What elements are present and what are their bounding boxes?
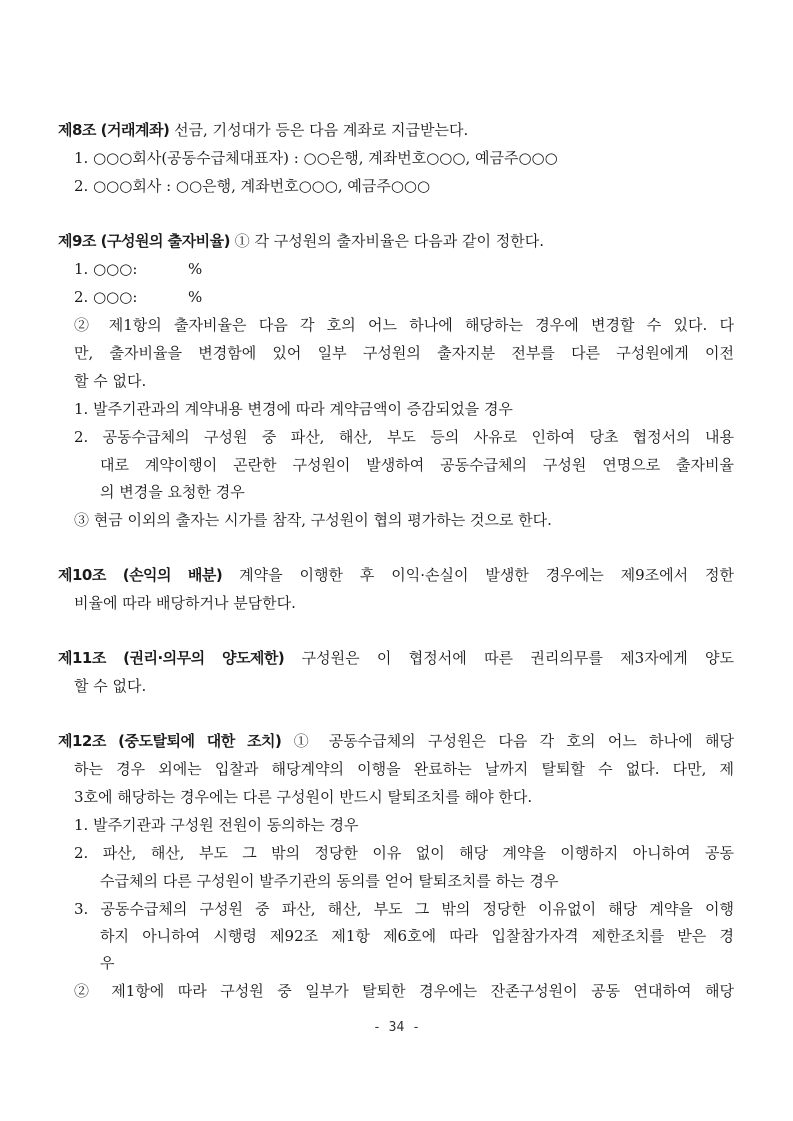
article-8-line	[58, 120, 468, 140]
article-11-heading: 제11조 (권리·의무의 양도제한)	[58, 649, 285, 667]
article-9-sub-1: 1. 발주기관과의 계약내용 변경에 따라 계약금액이 증감되었을 경우	[74, 400, 513, 418]
article-11-line-2: 할 수 없다.	[74, 677, 147, 695]
article-12-sub-2-line-2: 수급체의 다른 구성원이 발주기관의 동의를 얻어 탈퇴조치를 하는 경우	[100, 872, 559, 890]
article-12-text: ① 공동수급체의 구성원은 다음 각 호의 어느 하나에 해당	[281, 732, 734, 750]
page-number: - 34 -	[373, 1020, 420, 1035]
article-12-line-2: 하는 경우 외에는 입찰과 해당계약의 이행을 완료하는 날까지 탈퇴할 수 없다. 다만, 제	[74, 760, 734, 778]
article-11-line-1	[58, 648, 734, 668]
article-12-sub-3-line-3: 우	[100, 954, 115, 972]
article-9-text: ① 각 구성원의 출자비율은 다음과 같이 정한다.	[230, 232, 544, 250]
article-9-line	[58, 231, 544, 251]
article-8-item-1: 1. ○○○회사(공동수급체대표자) : ○○은행, 계좌번호○○○, 예금주○○○	[74, 149, 558, 167]
article-9-p2-line-1: ② 제1항의 출자비율은 다음 각 호의 어느 하나에 해당하는 경우에 변경할 수 있다. 다	[74, 316, 734, 334]
ratio-1-label: 1. ○○○:	[74, 260, 138, 278]
article-12-heading: 제12조 (중도탈퇴에 대한 조치)	[58, 732, 282, 750]
article-8-heading: 제8조 (거래계좌)	[58, 121, 170, 139]
article-12-sub-3-line-1: 3. 공동수급체의 구성원 중 파산, 해산, 부도 그 밖의 정당한 이유없이 해당 계약을 이행	[74, 900, 734, 918]
ratio-1-unit: %	[188, 260, 203, 278]
article-9-ratio-2	[74, 287, 274, 307]
article-12-line-1	[58, 731, 734, 751]
article-11-text: 구성원은 이 협정서에 따른 권리의무를 제3자에게 양도	[284, 649, 735, 667]
article-10-line-1	[58, 565, 734, 585]
article-8-item-2: 2. ○○○회사 : ○○은행, 계좌번호○○○, 예금주○○○	[74, 177, 431, 195]
article-12-sub-1: 1. 발주기관과 구성원 전원이 동의하는 경우	[74, 816, 359, 834]
article-10-text: 계약을 이행한 후 이익·손실이 발생한 경우에는 제9조에서 정한	[222, 566, 734, 584]
article-8-text: 선금, 기성대가 등은 다음 계좌로 지급받는다.	[169, 121, 469, 139]
article-10-line-2: 비율에 따라 배당하거나 분담한다.	[74, 594, 296, 612]
article-9-sub-2-line-1: 2. 공동수급체의 구성원 중 파산, 해산, 부도 등의 사유로 인하여 당초 협정서의 내용	[74, 428, 734, 446]
article-9-p2-line-3: 할 수 없다.	[74, 372, 147, 390]
article-12-line-3: 3호에 해당하는 경우에는 다른 구성원이 반드시 탈퇴조치를 해야 한다.	[74, 788, 533, 806]
article-9-sub-2-line-2: 대로 계약이행이 곤란한 구성원이 발생하여 공동수급체의 구성원 연명으로 출자비율	[100, 456, 734, 474]
ratio-2-unit: %	[188, 288, 203, 306]
article-12-sub-2-line-1: 2. 파산, 해산, 부도 그 밖의 정당한 이유 없이 해당 계약을 이행하지 아니하여 공동	[74, 844, 734, 862]
article-12-sub-3-line-2: 하지 아니하여 시행령 제92조 제1항 제6호에 따라 입찰참가자격 제한조치를 받은 경	[100, 927, 734, 945]
article-9-ratio-1	[74, 259, 274, 279]
article-9-p2-line-2: 만, 출자비율을 변경함에 있어 일부 구성원의 출자지분 전부를 다른 구성원에게 이전	[74, 344, 734, 362]
article-9-p3: ③ 현금 이외의 출자는 시가를 참작, 구성원이 협의 평가하는 것으로 한다.	[74, 511, 552, 529]
article-9-heading: 제9조 (구성원의 출자비율)	[58, 232, 230, 250]
ratio-2-label: 2. ○○○:	[74, 288, 138, 306]
article-10-heading: 제10조 (손익의 배분)	[58, 566, 223, 584]
article-9-sub-2-line-3: 의 변경을 요청한 경우	[100, 483, 245, 501]
article-12-p2: ② 제1항에 따라 구성원 중 일부가 탈퇴한 경우에는 잔존구성원이 공동 연대하여 해당	[74, 982, 734, 1000]
